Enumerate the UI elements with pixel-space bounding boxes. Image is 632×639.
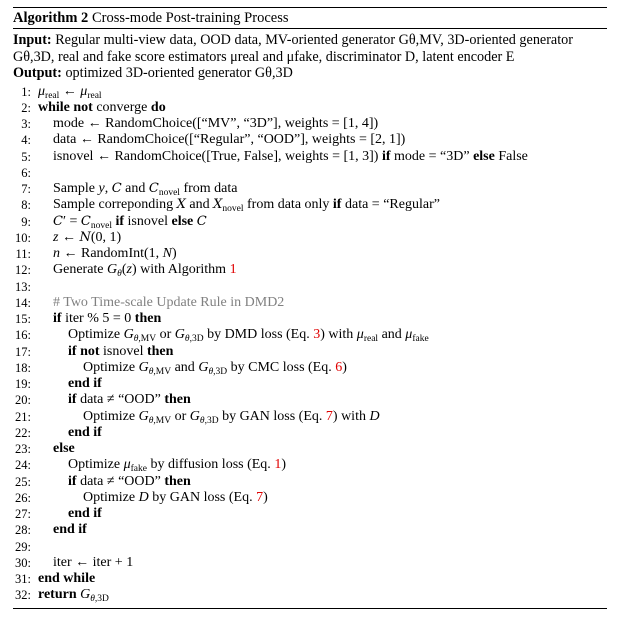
line-code: Sample y, C and $C_{novel}$ from data xyxy=(53,181,238,198)
line-code: end if xyxy=(68,506,102,521)
line-number: 14: xyxy=(15,295,31,310)
algorithm-line xyxy=(13,230,607,246)
line-number: 24: xyxy=(15,458,31,473)
algorithm-line xyxy=(13,116,607,132)
algorithm-line xyxy=(13,311,607,327)
line-number: 19: xyxy=(15,377,31,391)
algorithm-line xyxy=(13,344,607,360)
line-number: 32: xyxy=(15,588,31,603)
line-number: 21: xyxy=(15,409,31,424)
algorithm-line xyxy=(13,555,607,571)
line-number: 26: xyxy=(15,490,31,505)
output-text: optimized 3D-oriented generator Gθ,3D xyxy=(65,65,293,81)
algorithm-line xyxy=(13,409,607,425)
line-number: 16: xyxy=(15,328,31,343)
line-code: mode ← RandomChoice([“MV”, “3D”], weights = [1, 4]) xyxy=(53,116,379,131)
line-code: return $G_{\theta,3D}$ xyxy=(38,587,109,605)
input-label: Input: xyxy=(13,32,52,48)
line-number: 31: xyxy=(15,572,31,586)
algorithm-title: Cross-mode Post-training Process xyxy=(91,10,289,26)
line-number: 4: xyxy=(21,133,31,148)
line-code: $\mu_{real}$ ← $\mu_{real}$ xyxy=(38,83,102,101)
output-label: Output: xyxy=(13,65,62,81)
line-code: Generate $G_\theta(z)$ with Algorithm 1 xyxy=(53,262,237,280)
line-code: # Two Time-scale Update Rule in DMD2 xyxy=(53,294,285,310)
line-code: iter ← iter + 1 xyxy=(53,554,134,570)
line-number: 29: xyxy=(15,539,31,554)
line-number: 22: xyxy=(15,425,31,440)
line-code: if data ≠ “OOD” then xyxy=(68,473,191,489)
algorithm-line xyxy=(13,441,607,457)
line-code: if not isnovel then xyxy=(68,343,174,359)
line-number: 10: xyxy=(15,230,31,245)
line-code: if data ≠ “OOD” then xyxy=(68,392,191,408)
line-code: while not converge do xyxy=(38,99,166,115)
algorithm-line xyxy=(13,279,607,295)
line-code: Optimize $G_{\theta,MV}$ or $G_{\theta,3D}$ by GAN loss (Eq. 7) with D xyxy=(83,408,380,426)
line-code: data ← RandomChoice([“Regular”, “OOD”], weights = [2, 1]) xyxy=(53,132,406,148)
line-number: 8: xyxy=(21,198,31,213)
line-code: $C' = C_{novel}$ if isnovel else C xyxy=(53,213,207,231)
io-section xyxy=(13,32,607,82)
line-number: 2: xyxy=(21,100,31,115)
line-number: 7: xyxy=(21,182,31,196)
line-number: 27: xyxy=(15,507,31,521)
algorithm-line xyxy=(13,376,607,392)
line-code: n ← RandomInt(1, N) xyxy=(53,246,177,261)
algorithm-line xyxy=(13,181,607,197)
line-number: 30: xyxy=(15,555,31,570)
algorithm-line xyxy=(13,197,607,213)
line-code: if iter % 5 = 0 then xyxy=(53,311,162,326)
line-code: Optimize $G_{\theta,MV}$ or $G_{\theta,3D}$ by DMD loss (Eq. 3) with $\mu_{real}$ and $\mu_{fake}$ xyxy=(68,327,429,345)
algorithm-line xyxy=(13,327,607,343)
line-number: 6: xyxy=(21,165,31,180)
line-number: 20: xyxy=(15,393,31,408)
line-code: end if xyxy=(68,424,102,440)
output-row xyxy=(13,65,607,82)
line-number: 5: xyxy=(21,149,31,164)
line-number: 25: xyxy=(15,474,31,489)
algorithm-line xyxy=(13,425,607,441)
input-text: Regular multi-view data, OOD data, MV-oriented generator Gθ,MV, 3D-oriented generator Gθ,3D, real and fake score estimators μreal and μfake, discriminator D, latent encoder E xyxy=(13,32,573,65)
line-code: Optimize $G_{\theta,MV}$ and $G_{\theta,3D}$ by CMC loss (Eq. 6) xyxy=(83,359,347,377)
algorithm-line xyxy=(13,165,607,181)
algorithm-line xyxy=(13,214,607,230)
algorithm-line xyxy=(13,262,607,278)
line-number: 18: xyxy=(15,360,31,375)
line-code: else xyxy=(53,441,75,456)
algorithm-line xyxy=(13,506,607,522)
algorithm-line xyxy=(13,392,607,408)
line-number: 28: xyxy=(15,523,31,538)
algorithm-label: Algorithm 2 xyxy=(13,10,89,26)
line-code: Sample correponding X and $X_{novel}$ from data only if data = “Regular” xyxy=(53,197,440,215)
bottom-rule xyxy=(13,608,607,609)
caption-rule xyxy=(13,28,607,29)
line-number: 11: xyxy=(15,247,31,261)
line-code: end while xyxy=(38,571,96,586)
algorithm-line xyxy=(13,100,607,116)
algorithm-line xyxy=(13,149,607,165)
algorithm-lines xyxy=(13,84,607,604)
algorithm-line xyxy=(13,246,607,262)
algorithm-line xyxy=(13,490,607,506)
line-number: 12: xyxy=(15,263,31,278)
line-number: 23: xyxy=(15,442,31,456)
line-code: isnovel ← RandomChoice([True, False], weights = [1, 3]) if mode = “3D” else False xyxy=(53,148,528,164)
line-number: 3: xyxy=(21,117,31,131)
line-code: end if xyxy=(53,522,87,538)
algorithm-line xyxy=(13,457,607,473)
algorithm-line xyxy=(13,522,607,538)
line-number: 13: xyxy=(15,279,31,294)
line-number: 1: xyxy=(21,84,31,99)
line-number: 15: xyxy=(15,312,31,326)
algorithm-caption xyxy=(13,8,607,28)
line-number: 17: xyxy=(15,344,31,359)
algorithm-block xyxy=(13,7,607,609)
line-number: 9: xyxy=(21,214,31,229)
line-code: Optimize $\mu_{fake}$ by diffusion loss (Eq. 1) xyxy=(68,457,286,475)
algorithm-line xyxy=(13,587,607,603)
algorithm-line xyxy=(13,360,607,376)
line-code: z ← N(0, 1) xyxy=(53,229,122,245)
algorithm-line xyxy=(13,295,607,311)
line-code: end if xyxy=(68,376,102,391)
algorithm-line xyxy=(13,84,607,100)
input-row xyxy=(13,32,607,65)
algorithm-line xyxy=(13,474,607,490)
algorithm-line xyxy=(13,571,607,587)
algorithm-line xyxy=(13,132,607,148)
line-code: Optimize D by GAN loss (Eq. 7) xyxy=(83,489,268,505)
algorithm-line xyxy=(13,539,607,555)
